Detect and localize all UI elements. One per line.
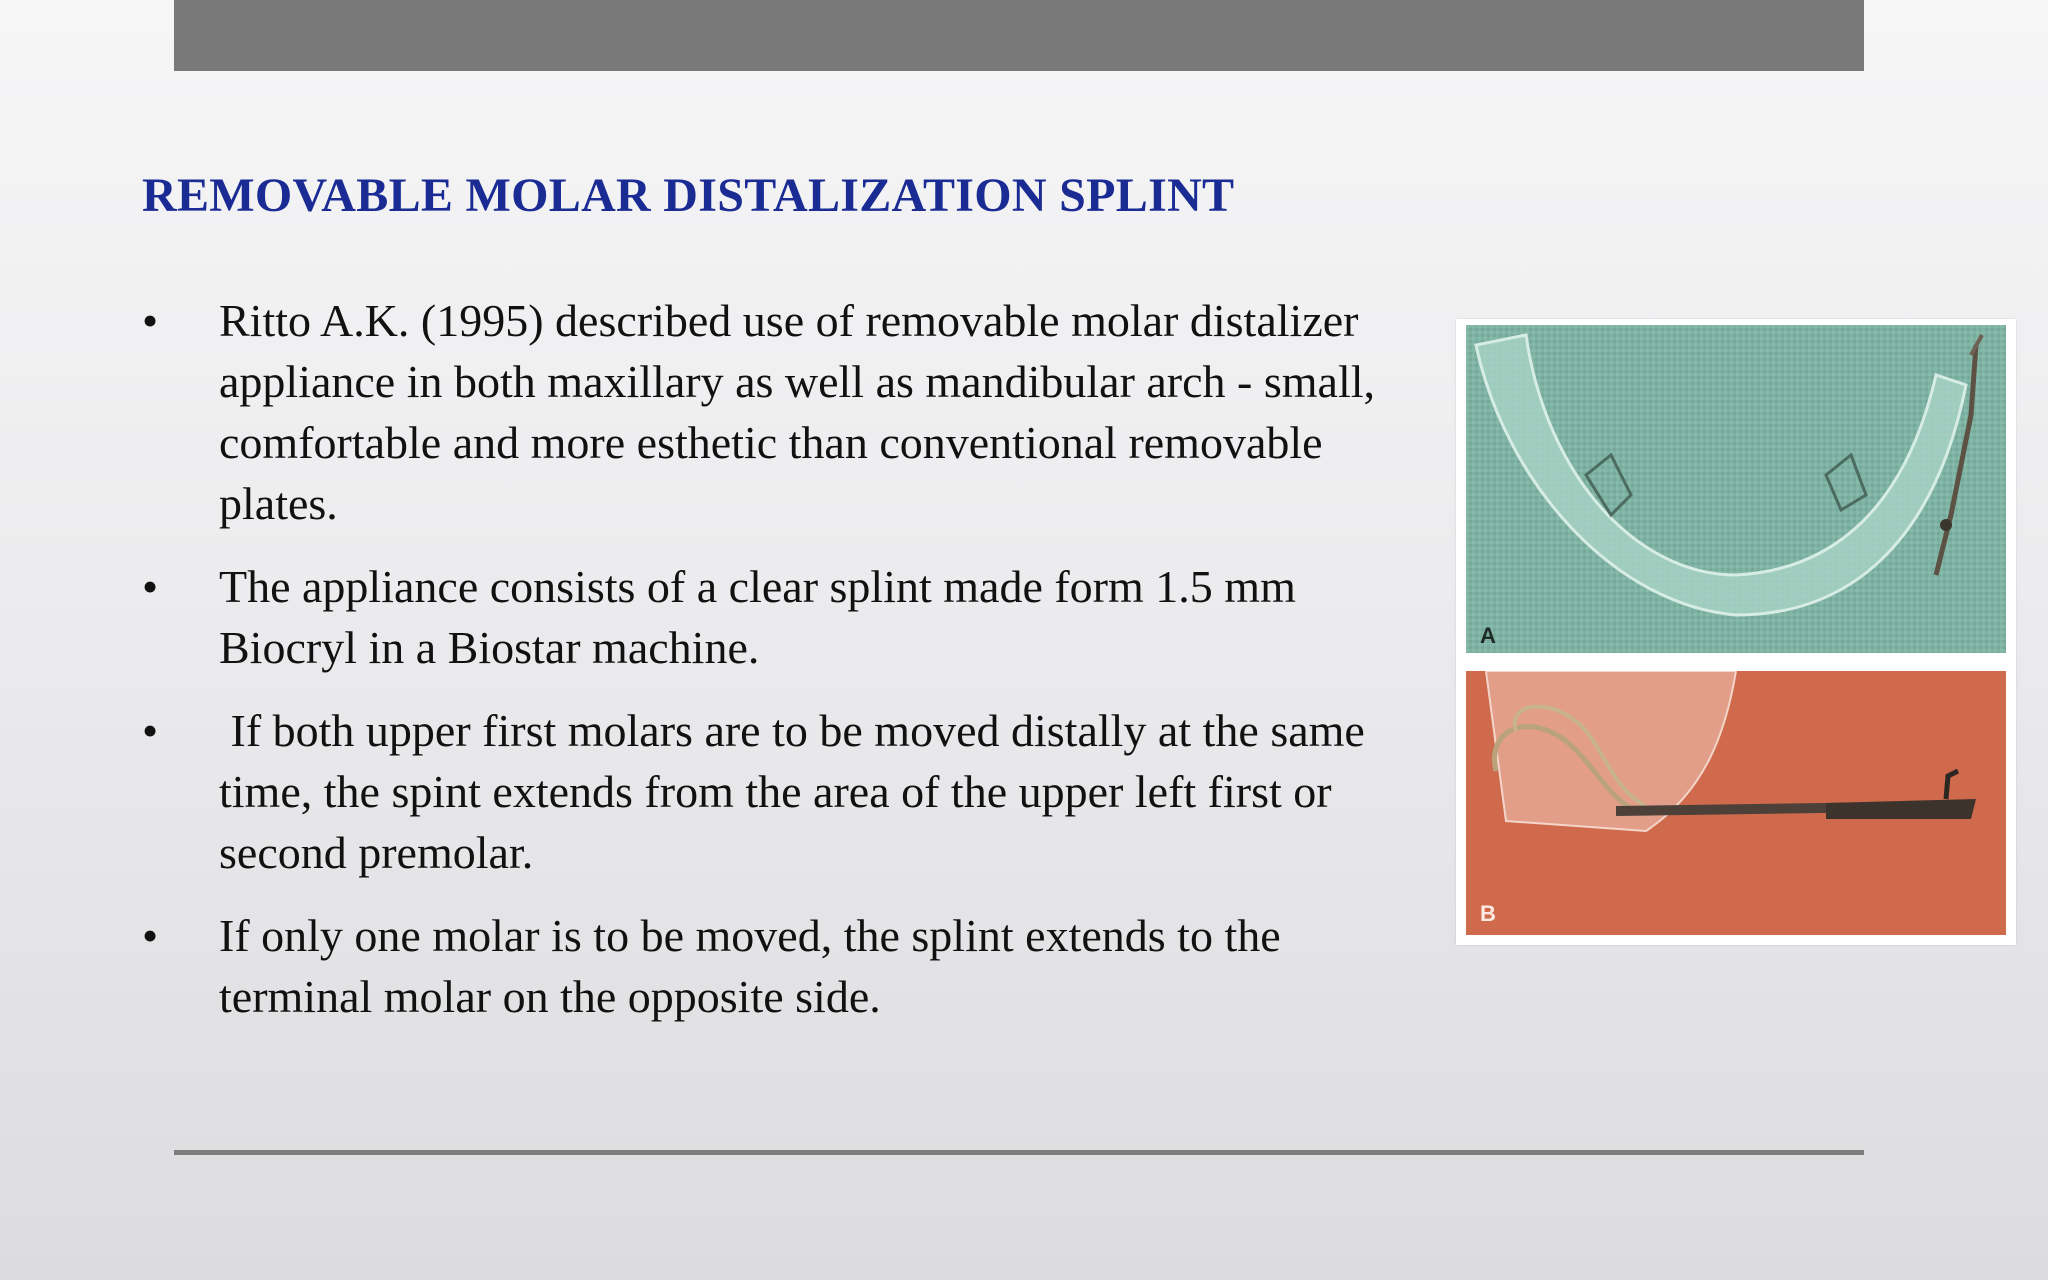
splint-photo-a-image bbox=[1466, 325, 2006, 653]
bullet-symbol: • bbox=[142, 561, 159, 612]
bullet-item bbox=[142, 905, 1432, 1027]
spring-coil bbox=[1940, 519, 1952, 531]
splint-photo-b-image bbox=[1466, 671, 2006, 935]
bullet-symbol: • bbox=[142, 295, 159, 346]
bullet-text: If both upper first molars are to be moved distally at the same time, the spint extends from the area of the upper left first or second premolar. bbox=[219, 705, 1377, 878]
appliance-figure bbox=[1456, 319, 2016, 945]
panel-a-label: A bbox=[1480, 623, 1496, 648]
splint-photo-a bbox=[1466, 325, 2006, 653]
bullet-item bbox=[142, 290, 1432, 534]
bullet-item bbox=[142, 700, 1432, 883]
bullet-symbol: • bbox=[142, 910, 159, 961]
bullet-symbol: • bbox=[142, 705, 159, 756]
bullet-item bbox=[142, 556, 1432, 678]
bullet-text: If only one molar is to be moved, the splint extends to the terminal molar on the opposite side. bbox=[219, 910, 1281, 1022]
bullet-text: The appliance consists of a clear splint made form 1.5 mm Biocryl in a Biostar machine. bbox=[219, 561, 1296, 673]
panel-b-label: B bbox=[1480, 901, 1496, 926]
bullet-text: Ritto A.K. (1995) described use of removable molar distalizer appliance in both maxillary as well as mandibular arch - small, comfortable and more esthetic than conventional removable plates. bbox=[219, 295, 1376, 529]
bullet-list bbox=[142, 290, 1432, 1049]
slide-title: REMOVABLE MOLAR DISTALIZATION SPLINT bbox=[142, 169, 1235, 222]
splint-photo-b bbox=[1466, 671, 2006, 935]
bottom-rule bbox=[174, 1150, 1864, 1155]
top-banner-bar bbox=[174, 0, 1864, 71]
